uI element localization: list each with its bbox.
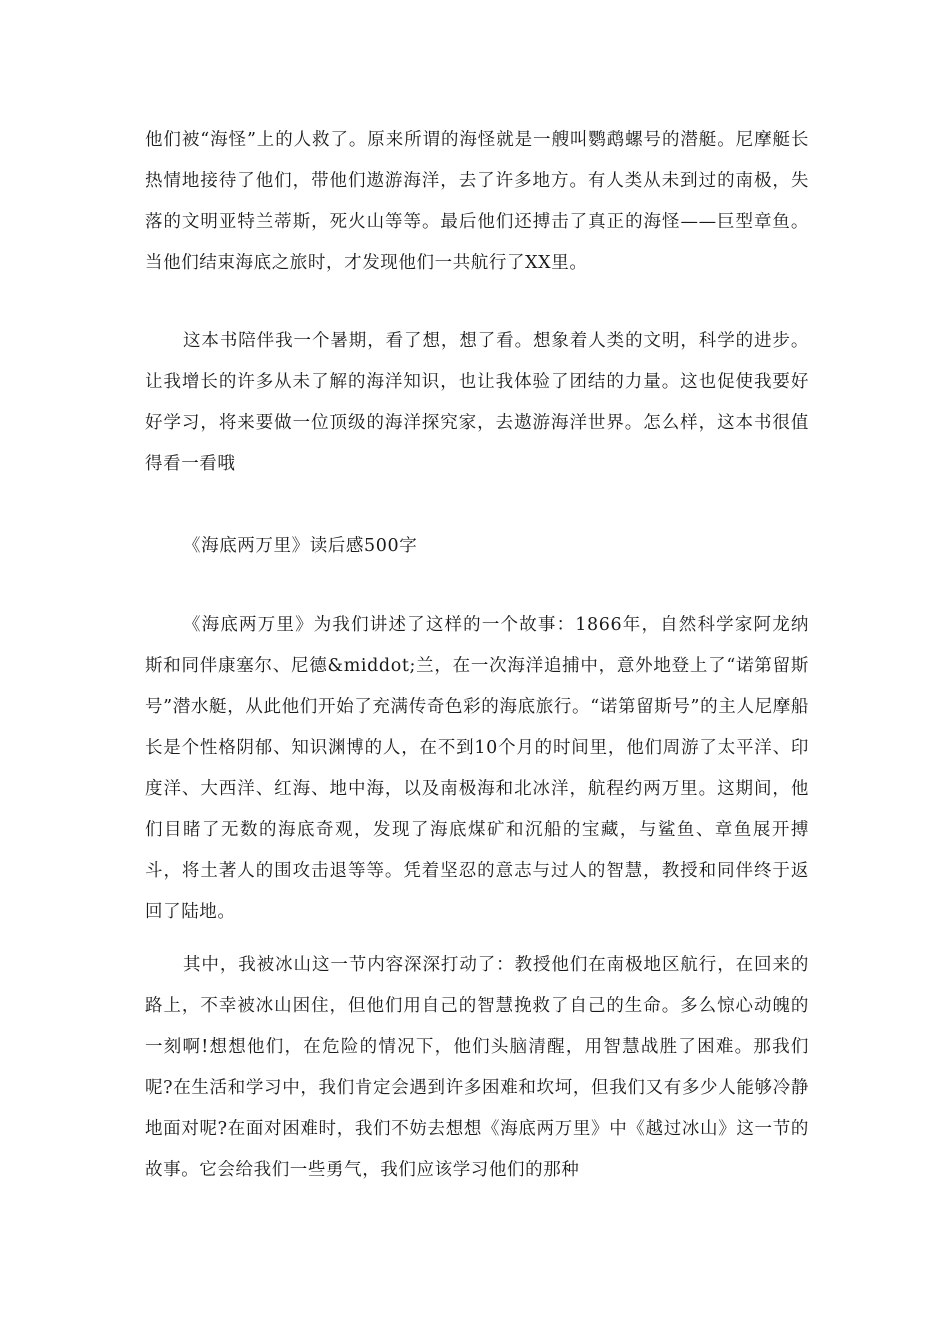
essay-title: 《海底两万里》读后感500字 xyxy=(183,536,418,556)
paragraph-iceberg: 其中，我被冰山这一节内容深深打动了：教授他们在南极地区航行，在回来的路上，不幸被冰山困住，但他们用自己的智慧挽救了自己的生命。多么惊心动魄的一刻啊!想想他们，在危险的情况下，他们头脑清醒，用智慧战胜了困难。那我们呢?在生活和学习中，我们肯定会遇到许多困难和坎坷，但我们又有多少人能够冷静地面对呢?在面对困难时，我们不妨去想想《海底两万里》中《越过冰山》这一节的故事。它会给我们一些勇气，我们应该学习他们的那种 xyxy=(145,955,809,1180)
paragraph-reflection: 这本书陪伴我一个暑期，看了想，想了看。想象着人类的文明，科学的进步。让我增长的许多从未了解的海洋知识，也让我体验了团结的力量。这也促使我要好好学习，将来要做一位顶级的海洋探究家，去遨游海洋世界。怎么样，这本书很值得看一看哦 xyxy=(145,331,809,474)
paragraph-story-summary: 《海底两万里》为我们讲述了这样的一个故事：1866年，自然科学家阿龙纳斯和同伴康塞尔、尼德&middot;兰，在一次海洋追捕中，意外地登上了“诺第留斯号”潜水艇，从此他们开始了充满传奇色彩的海底旅行。“诺第留斯号”的主人尼摩船长是个性格阴郁、知识渊博的人，在不到10个月的时间里，他们周游了太平洋、印度洋、大西洋、红海、地中海，以及南极海和北冰洋，航程约两万里。这期间，他们目睹了无数的海底奇观，发现了海底煤矿和沉船的宝藏，与鲨鱼、章鱼展开搏斗，将土著人的围攻击退等等。凭着坚忍的意志与过人的智慧，教授和同伴终于返回了陆地。 xyxy=(145,615,809,922)
paragraph-rescue: 他们被“海怪”上的人救了。原来所谓的海怪就是一艘叫鹦鹉螺号的潜艇。尼摩艇长热情地接待了他们，带他们遨游海洋，去了许多地方。有人类从未到过的南极，失落的文明亚特兰蒂斯，死火山等等。最后他们还搏击了真正的海怪——巨型章鱼。当他们结束海底之旅时，才发现他们一共航行了XX里。 xyxy=(145,130,809,273)
